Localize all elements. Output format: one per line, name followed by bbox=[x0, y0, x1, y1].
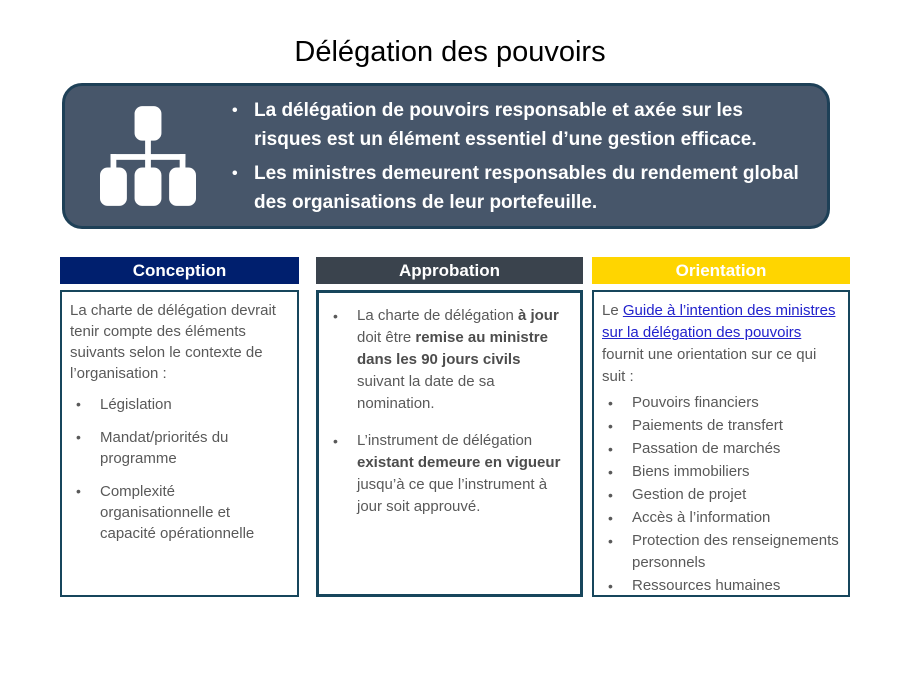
list-item: • Paiements de transfert bbox=[602, 415, 840, 437]
approbation-box bbox=[316, 290, 583, 597]
page-title: Délégation des pouvoirs bbox=[294, 36, 606, 68]
list-item: • Législation bbox=[70, 394, 289, 415]
list-item bbox=[327, 430, 572, 518]
text-segment: fournit une orientation sur ce qui suit : bbox=[602, 346, 817, 385]
orientation-box bbox=[592, 290, 850, 597]
text-segment: remise au ministre dans les 90 jours civils bbox=[357, 329, 548, 368]
summary-box bbox=[62, 83, 830, 229]
list-item: • Pouvoirs financiers bbox=[602, 392, 840, 414]
guide-ministres-link[interactable]: Guide à l’intention des ministres sur la délégation des pouvoirs bbox=[602, 302, 836, 341]
approbation-list bbox=[327, 305, 572, 518]
list-item bbox=[327, 305, 572, 415]
list-item: • Gestion de projet bbox=[602, 484, 840, 506]
text-segment: suivant la date de sa nomination. bbox=[357, 373, 495, 412]
summary-bullet-list bbox=[230, 91, 827, 222]
column-header-orientation: Orientation bbox=[592, 257, 850, 284]
orientation-intro bbox=[602, 300, 840, 388]
text-segment: La charte de délégation bbox=[357, 307, 518, 324]
list-item: • Ressources humaines bbox=[602, 575, 840, 597]
conception-list bbox=[70, 394, 289, 544]
orientation-list bbox=[602, 392, 840, 597]
list-item: • Biens immobiliers bbox=[602, 461, 840, 483]
list-item: • Accès à l’information bbox=[602, 507, 840, 529]
text-segment: L’instrument de délégation bbox=[357, 432, 533, 449]
list-item: • Passation de marchés bbox=[602, 438, 840, 460]
org-chart-icon bbox=[65, 104, 230, 208]
text-segment: jusqu’à ce que l’instrument à jour soit approuvé. bbox=[357, 476, 548, 515]
list-item: • Protection des renseignements personnels bbox=[602, 530, 840, 574]
summary-bullet: • Les ministres demeurent responsables du rendement global des organisations de leur portefeuille. bbox=[230, 159, 809, 217]
list-item: • Mandat/priorités du programme bbox=[70, 427, 289, 469]
text-segment: Le bbox=[602, 302, 623, 319]
conception-intro: La charte de délégation devrait tenir compte des éléments suivants selon le contexte de l’organisation : bbox=[70, 302, 276, 382]
column-header-approbation: Approbation bbox=[316, 257, 583, 284]
conception-box bbox=[60, 290, 299, 597]
summary-bullet: • La délégation de pouvoirs responsable et axée sur les risques est un élément essentiel d’une gestion efficace. bbox=[230, 96, 809, 154]
text-segment: à jour bbox=[517, 307, 559, 324]
text-segment: existant demeure en vigueur bbox=[357, 454, 561, 471]
text-segment: doit être bbox=[357, 329, 416, 346]
column-header-conception: Conception bbox=[60, 257, 299, 284]
list-item: • Complexité organisationnelle et capacité opérationnelle bbox=[70, 481, 289, 544]
